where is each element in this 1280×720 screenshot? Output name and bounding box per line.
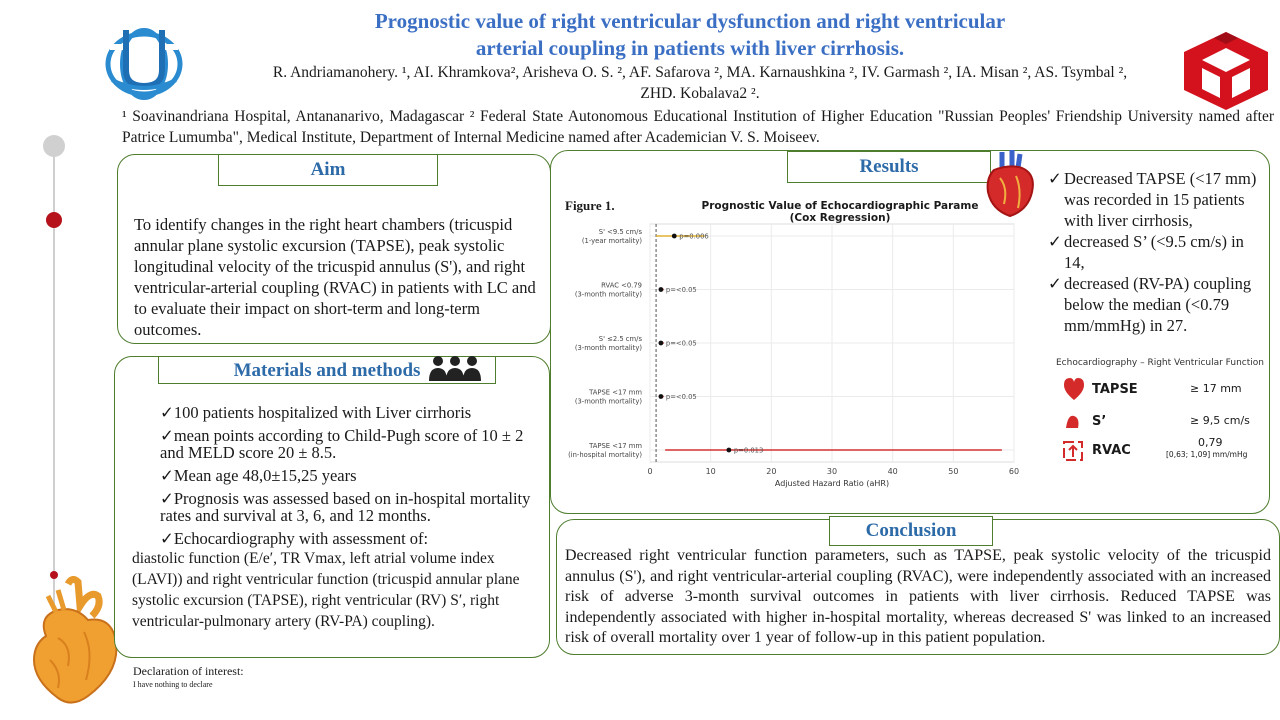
timeline-dot-gray bbox=[43, 135, 65, 157]
echo-row-rvac bbox=[1060, 436, 1270, 468]
methods-list bbox=[160, 404, 540, 547]
aim-heading: Aim bbox=[218, 154, 438, 186]
authors-line-2: ZHD. Kobalava2 ². bbox=[640, 85, 760, 102]
echo-row-s bbox=[1060, 406, 1260, 436]
category-sublabel: (3-month mortality) bbox=[574, 344, 642, 352]
category-label: RVAC <0.79 bbox=[601, 281, 642, 290]
people-icon bbox=[428, 355, 482, 381]
echo-value: ≥ 17 mm bbox=[1190, 382, 1242, 395]
finding-item: ✓ Decreased TAPSE (<17 mm) was recorded in 15 patients with liver cirrhosis, bbox=[1048, 168, 1258, 231]
hazard-ratio-point bbox=[659, 341, 664, 346]
x-tick-label: 20 bbox=[766, 467, 777, 476]
methods-item: ✓ Echocardiography with assessment of: bbox=[160, 530, 540, 547]
p-value-label: p=<0.05 bbox=[665, 286, 697, 294]
poster-title bbox=[300, 8, 1080, 62]
p-value-label: p=0.013 bbox=[733, 446, 764, 455]
p-value-label: p=<0.05 bbox=[665, 339, 697, 348]
category-label: TAPSE <17 mm bbox=[589, 388, 642, 397]
methods-item: ✓ Mean age 48,0±15,25 years bbox=[160, 467, 540, 484]
x-tick-label: 30 bbox=[826, 467, 838, 476]
x-tick-label: 10 bbox=[705, 467, 716, 476]
category-sublabel: (1-year mortality) bbox=[581, 237, 642, 245]
category-sublabel: (in-hospital mortality) bbox=[568, 451, 642, 459]
hazard-ratio-point bbox=[659, 287, 664, 292]
aim-text: To identify changes in the right heart chambers (tricuspid annular plane systolic excursion (TAPSE), peak systolic longitudinal velocity of the tricuspid annulus (S'), and right ventricular-arterial coupling (RVAC) in patients with LC and to evaluate their impact on short-term and long-term outcomes. bbox=[134, 215, 536, 339]
category-label: S' <9.5 cm/s bbox=[598, 228, 642, 236]
methods-echo-detail: diastolic function (E/e′, TR Vmax, left atrial volume index (LAVI)) and right ventricular function (tricuspid annular plane systolic excursion (TAPSE), right ventricular (RV) S′, right ventricular-pulmonary artery (RV-PA) coupling). bbox=[132, 550, 520, 630]
echo-name: TAPSE bbox=[1092, 382, 1138, 397]
x-tick-label: 50 bbox=[948, 467, 959, 476]
x-tick-label: 40 bbox=[887, 467, 898, 476]
methods-item: ✓ Prognosis was assessed based on in-hospital mortality rates and survival at 3, 6, and 12 months. bbox=[160, 490, 540, 524]
x-axis-label: Adjusted Hazard Ratio (aHR) bbox=[774, 479, 890, 488]
arrow-up-box-icon bbox=[1062, 440, 1084, 462]
category-sublabel: (3-month mortality) bbox=[574, 290, 642, 299]
echo-value: 0,79 bbox=[1198, 436, 1223, 449]
conclusion-text: Decreased right ventricular function parameters, such as TAPSE, peak systolic velocity of the tricuspid annulus (S'), and right ventricular-arterial coupling (RVAC), were independently associated with an increased risk of adverse 3-month survival outcomes in patients with liver cirrhosis. Reduced TAPSE was independently associated with higher in-hospital mortality, whereas decreased S' was linked to an increased risk of overall mortality over 1 year of follow-up in this patient population. bbox=[565, 547, 1271, 646]
authors bbox=[200, 62, 1200, 104]
title-line-2: arterial coupling in patients with liver cirrhosis. bbox=[475, 36, 905, 60]
category-label: S' ≤2.5 cm/s bbox=[598, 335, 642, 343]
chart-title-line: Prognostic Value of Echocardiographic Parame bbox=[701, 200, 979, 212]
figure-label: Figure 1. bbox=[565, 198, 615, 213]
echo-value: ≥ 9,5 cm/s bbox=[1190, 414, 1250, 427]
echo-table-title: Echocardiography – Right Ventricular Function bbox=[1056, 358, 1264, 368]
p-value-label: p=<0.05 bbox=[665, 393, 697, 401]
declaration-title: Declaration of interest: bbox=[133, 664, 244, 678]
university-logo bbox=[104, 24, 184, 104]
finding-item: ✓ decreased S’ (<9.5 cm/s) in 14, bbox=[1048, 231, 1258, 273]
results-heading: Results bbox=[787, 151, 991, 183]
category-label: TAPSE <17 mm bbox=[589, 442, 642, 450]
affiliation: ¹ Soavinandriana Hospital, Antananarivo, Madagascar ² Federal State Autonomous Educational Institution of Higher Education "Russian Peoples' Friendship University named after Patrice Lumumba", Medical Institute, Department of Internal Medicine named after Academician V. S. Moiseev. bbox=[122, 108, 1274, 146]
heart-icon bbox=[1062, 376, 1086, 402]
echo-sub: [0,63; 1,09] mm/mHg bbox=[1166, 450, 1248, 459]
methods-item: ✓ mean points according to Child-Pugh score of 10 ± 2 and MELD score 20 ± 8.5. bbox=[160, 427, 540, 461]
timeline-dot-red bbox=[46, 212, 62, 228]
category-sublabel: (3-month mortality) bbox=[574, 397, 642, 406]
wave-icon bbox=[1062, 410, 1084, 432]
chart-title bbox=[690, 200, 990, 224]
title-line-1: Prognostic value of right ventricular dysfunction and right ventricular bbox=[374, 9, 1006, 33]
methods-item: ✓ 100 patients hospitalized with Liver cirrhoris bbox=[160, 404, 540, 421]
x-tick-label: 0 bbox=[647, 467, 653, 476]
p-value-label: p=0.006 bbox=[679, 232, 709, 241]
hazard-ratio-point bbox=[659, 394, 664, 399]
hazard-ratio-point bbox=[726, 448, 731, 453]
hazard-ratio-point bbox=[672, 234, 677, 239]
echo-name: RVAC bbox=[1092, 443, 1131, 458]
finding-item: ✓ decreased (RV-PA) coupling below the median (<0.79 mm/mmHg) in 27. bbox=[1048, 273, 1258, 336]
chart-subtitle: (Cox Regression) bbox=[789, 212, 891, 224]
methods-heading-label: Materials and methods bbox=[233, 360, 421, 381]
echo-row-tapse bbox=[1060, 374, 1260, 404]
results-findings bbox=[1048, 168, 1258, 336]
echo-name: S’ bbox=[1092, 414, 1107, 429]
x-tick-label: 60 bbox=[1008, 467, 1020, 476]
declaration-text: I have nothing to declare bbox=[133, 680, 213, 689]
forest-plot bbox=[552, 222, 1038, 490]
authors-line-1: R. Andriamanohery. ¹, AI. Khramkova², Arisheva O. S. ², AF. Safarova ², MA. Karnaushkina ², IV. Garmash ², IA. Misan ², AS. Tsymbal ², bbox=[272, 64, 1128, 81]
conclusion-heading: Conclusion bbox=[829, 516, 993, 546]
heart-illustration bbox=[28, 576, 124, 712]
